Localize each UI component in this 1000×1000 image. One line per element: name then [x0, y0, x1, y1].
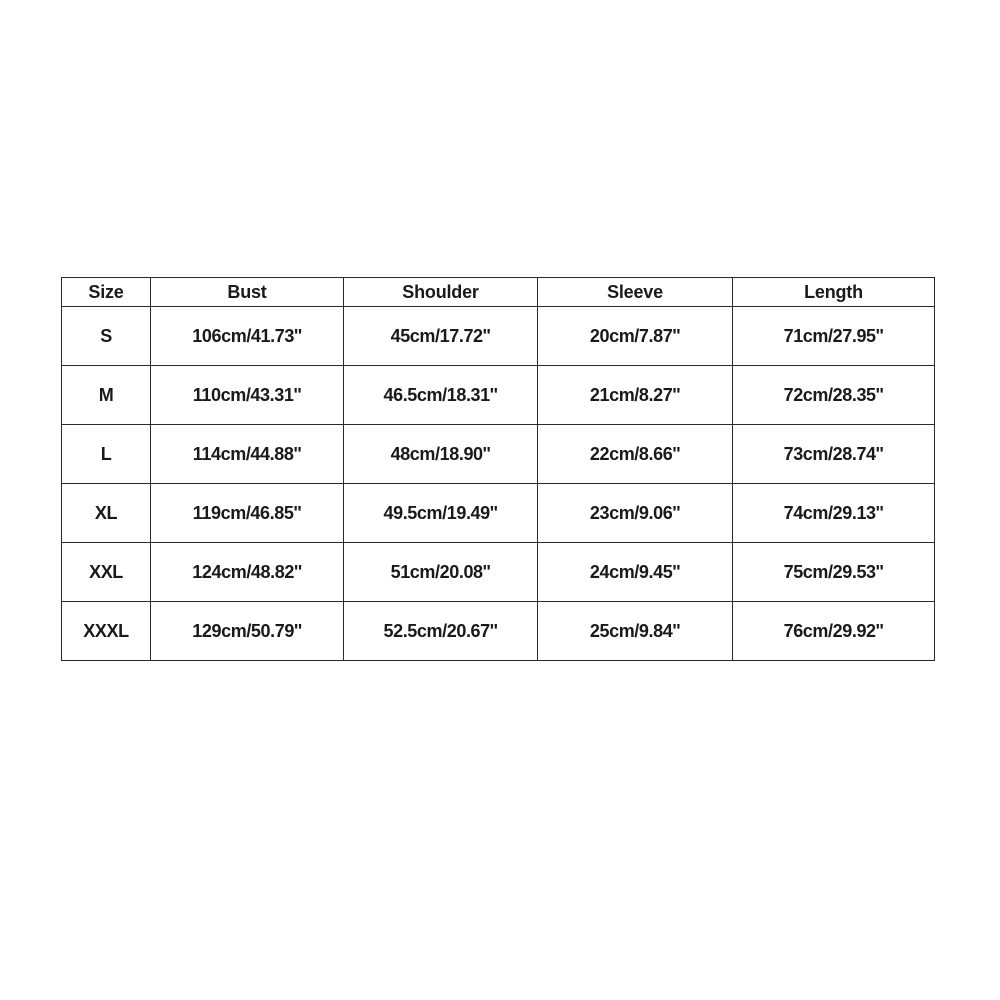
shoulder-cell: 48cm/18.90'': [344, 425, 538, 484]
sleeve-cell: 23cm/9.06'': [538, 484, 733, 543]
header-row: [62, 278, 935, 307]
table-row: [62, 425, 935, 484]
bust-cell: 129cm/50.79'': [151, 602, 344, 661]
shoulder-cell: 51cm/20.08'': [344, 543, 538, 602]
size-cell: XL: [62, 484, 151, 543]
table-row: [62, 602, 935, 661]
size-cell: M: [62, 366, 151, 425]
length-cell: 72cm/28.35'': [733, 366, 935, 425]
size-cell: XXL: [62, 543, 151, 602]
size-cell: XXXL: [62, 602, 151, 661]
bust-cell: 114cm/44.88'': [151, 425, 344, 484]
length-cell: 75cm/29.53'': [733, 543, 935, 602]
table-body: [62, 307, 935, 661]
size-cell: L: [62, 425, 151, 484]
sleeve-cell: 22cm/8.66'': [538, 425, 733, 484]
shoulder-cell: 49.5cm/19.49'': [344, 484, 538, 543]
header-size: Size: [62, 278, 151, 307]
sleeve-cell: 25cm/9.84'': [538, 602, 733, 661]
length-cell: 76cm/29.92'': [733, 602, 935, 661]
shoulder-cell: 46.5cm/18.31'': [344, 366, 538, 425]
header-length: Length: [733, 278, 935, 307]
table-row: [62, 543, 935, 602]
bust-cell: 124cm/48.82'': [151, 543, 344, 602]
table-row: [62, 484, 935, 543]
table-row: [62, 307, 935, 366]
bust-cell: 110cm/43.31'': [151, 366, 344, 425]
length-cell: 71cm/27.95'': [733, 307, 935, 366]
sleeve-cell: 20cm/7.87'': [538, 307, 733, 366]
size-cell: S: [62, 307, 151, 366]
bust-cell: 119cm/46.85'': [151, 484, 344, 543]
sleeve-cell: 21cm/8.27'': [538, 366, 733, 425]
header-bust: Bust: [151, 278, 344, 307]
table-row: [62, 366, 935, 425]
shoulder-cell: 52.5cm/20.67'': [344, 602, 538, 661]
length-cell: 74cm/29.13'': [733, 484, 935, 543]
length-cell: 73cm/28.74'': [733, 425, 935, 484]
shoulder-cell: 45cm/17.72'': [344, 307, 538, 366]
header-sleeve: Sleeve: [538, 278, 733, 307]
bust-cell: 106cm/41.73'': [151, 307, 344, 366]
table-header: [62, 278, 935, 307]
header-shoulder: Shoulder: [344, 278, 538, 307]
sleeve-cell: 24cm/9.45'': [538, 543, 733, 602]
size-chart-table: [61, 277, 935, 661]
